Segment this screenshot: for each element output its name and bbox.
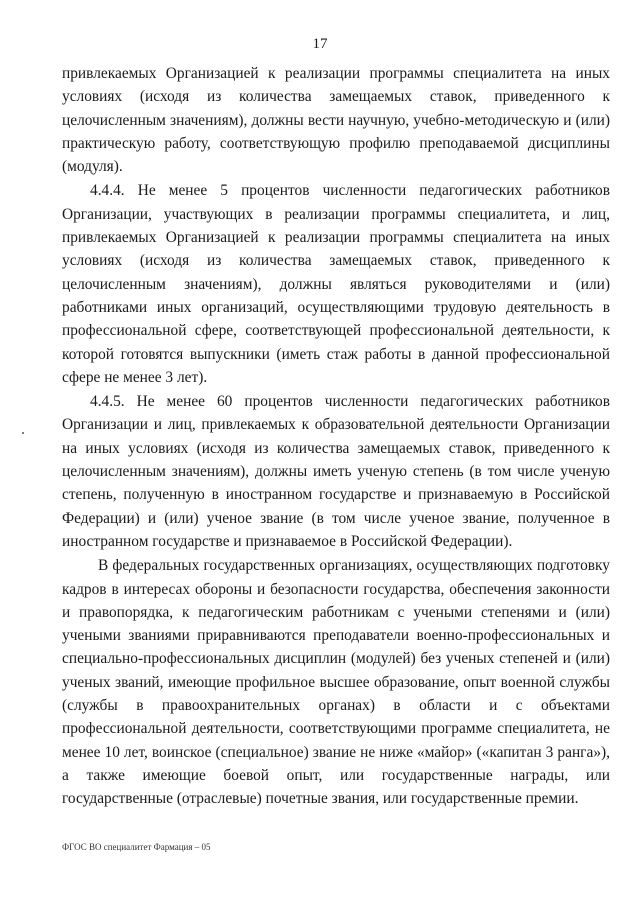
paragraph-4-4-4: 4.4.4. Не менее 5 процентов численности педагогических работников Организации, участвующих в реализации программы специалитета, и лиц, привлекаемых Организацией к реализации программы специалитета на иных условиях (исходя из количества замещаемых ставок, приведенного к целочисленным значениям), должны являться руководителями и (или) работниками иных организаций, осуществляющими трудовую деятельность в профессиональной сфере, соответствующей профессиональной деятельности, к которой готовятся выпускники (иметь стаж работы в данной профессиональной сфере не менее 3 лет).: [62, 182, 610, 386]
document-body: [62, 62, 610, 811]
page-number: 17: [312, 36, 328, 52]
footer-note: ФГОС ВО специалитет Фармация – 05: [62, 842, 211, 852]
paragraph-continuation: привлекаемых Организацией к реализации программы специалитета на иных условиях (исходя из количества замещаемых ставок, приведенного к целочисленным значениям), должны вести научную, учебно-методическую и (или) практическую работу, соответствующую профилю преподаваемой дисциплины (модуля).: [62, 65, 610, 176]
paragraph-4-4-5: 4.4.5. Не менее 60 процентов численности педагогических работников Организации и лиц, привлекаемых к образовательной деятельности Организации на иных условиях (исходя из количества замещаемых ставок, приведенного к целочисленным значениям), должны иметь ученую степень (в том числе ученую степень, полученную в иностранном государстве и признаваемую в Российской Федерации) и (или) ученое звание (в том числе ученое звание, полученное в иностранном государстве и признаваемое в Российской Федерации).: [62, 393, 610, 550]
scan-speck: [22, 432, 24, 434]
paragraph-federal-organizations: В федеральных государственных организациях, осуществляющих подготовку кадров в интересах обороны и безопасности государства, обеспечения законности и правопорядка, к педагогическим работникам с учеными степенями и (или) учеными званиями приравниваются преподаватели военно-профессиональных и специально-профессиональных дисциплин (модулей) без ученых степеней и (или) ученых званий, имеющие профильное высшее образование, опыт военной службы (службы в правоохранительных органах) в области и с объектами профессиональной деятельности, соответствующими программе специалитета, не менее 10 лет, воинское (специальное) звание не ниже «майор» («капитан 3 ранга»), а также имеющие боевой опыт, или государственные награды, или государственные (отраслевые) почетные звания, или государственные премии.: [62, 557, 610, 808]
